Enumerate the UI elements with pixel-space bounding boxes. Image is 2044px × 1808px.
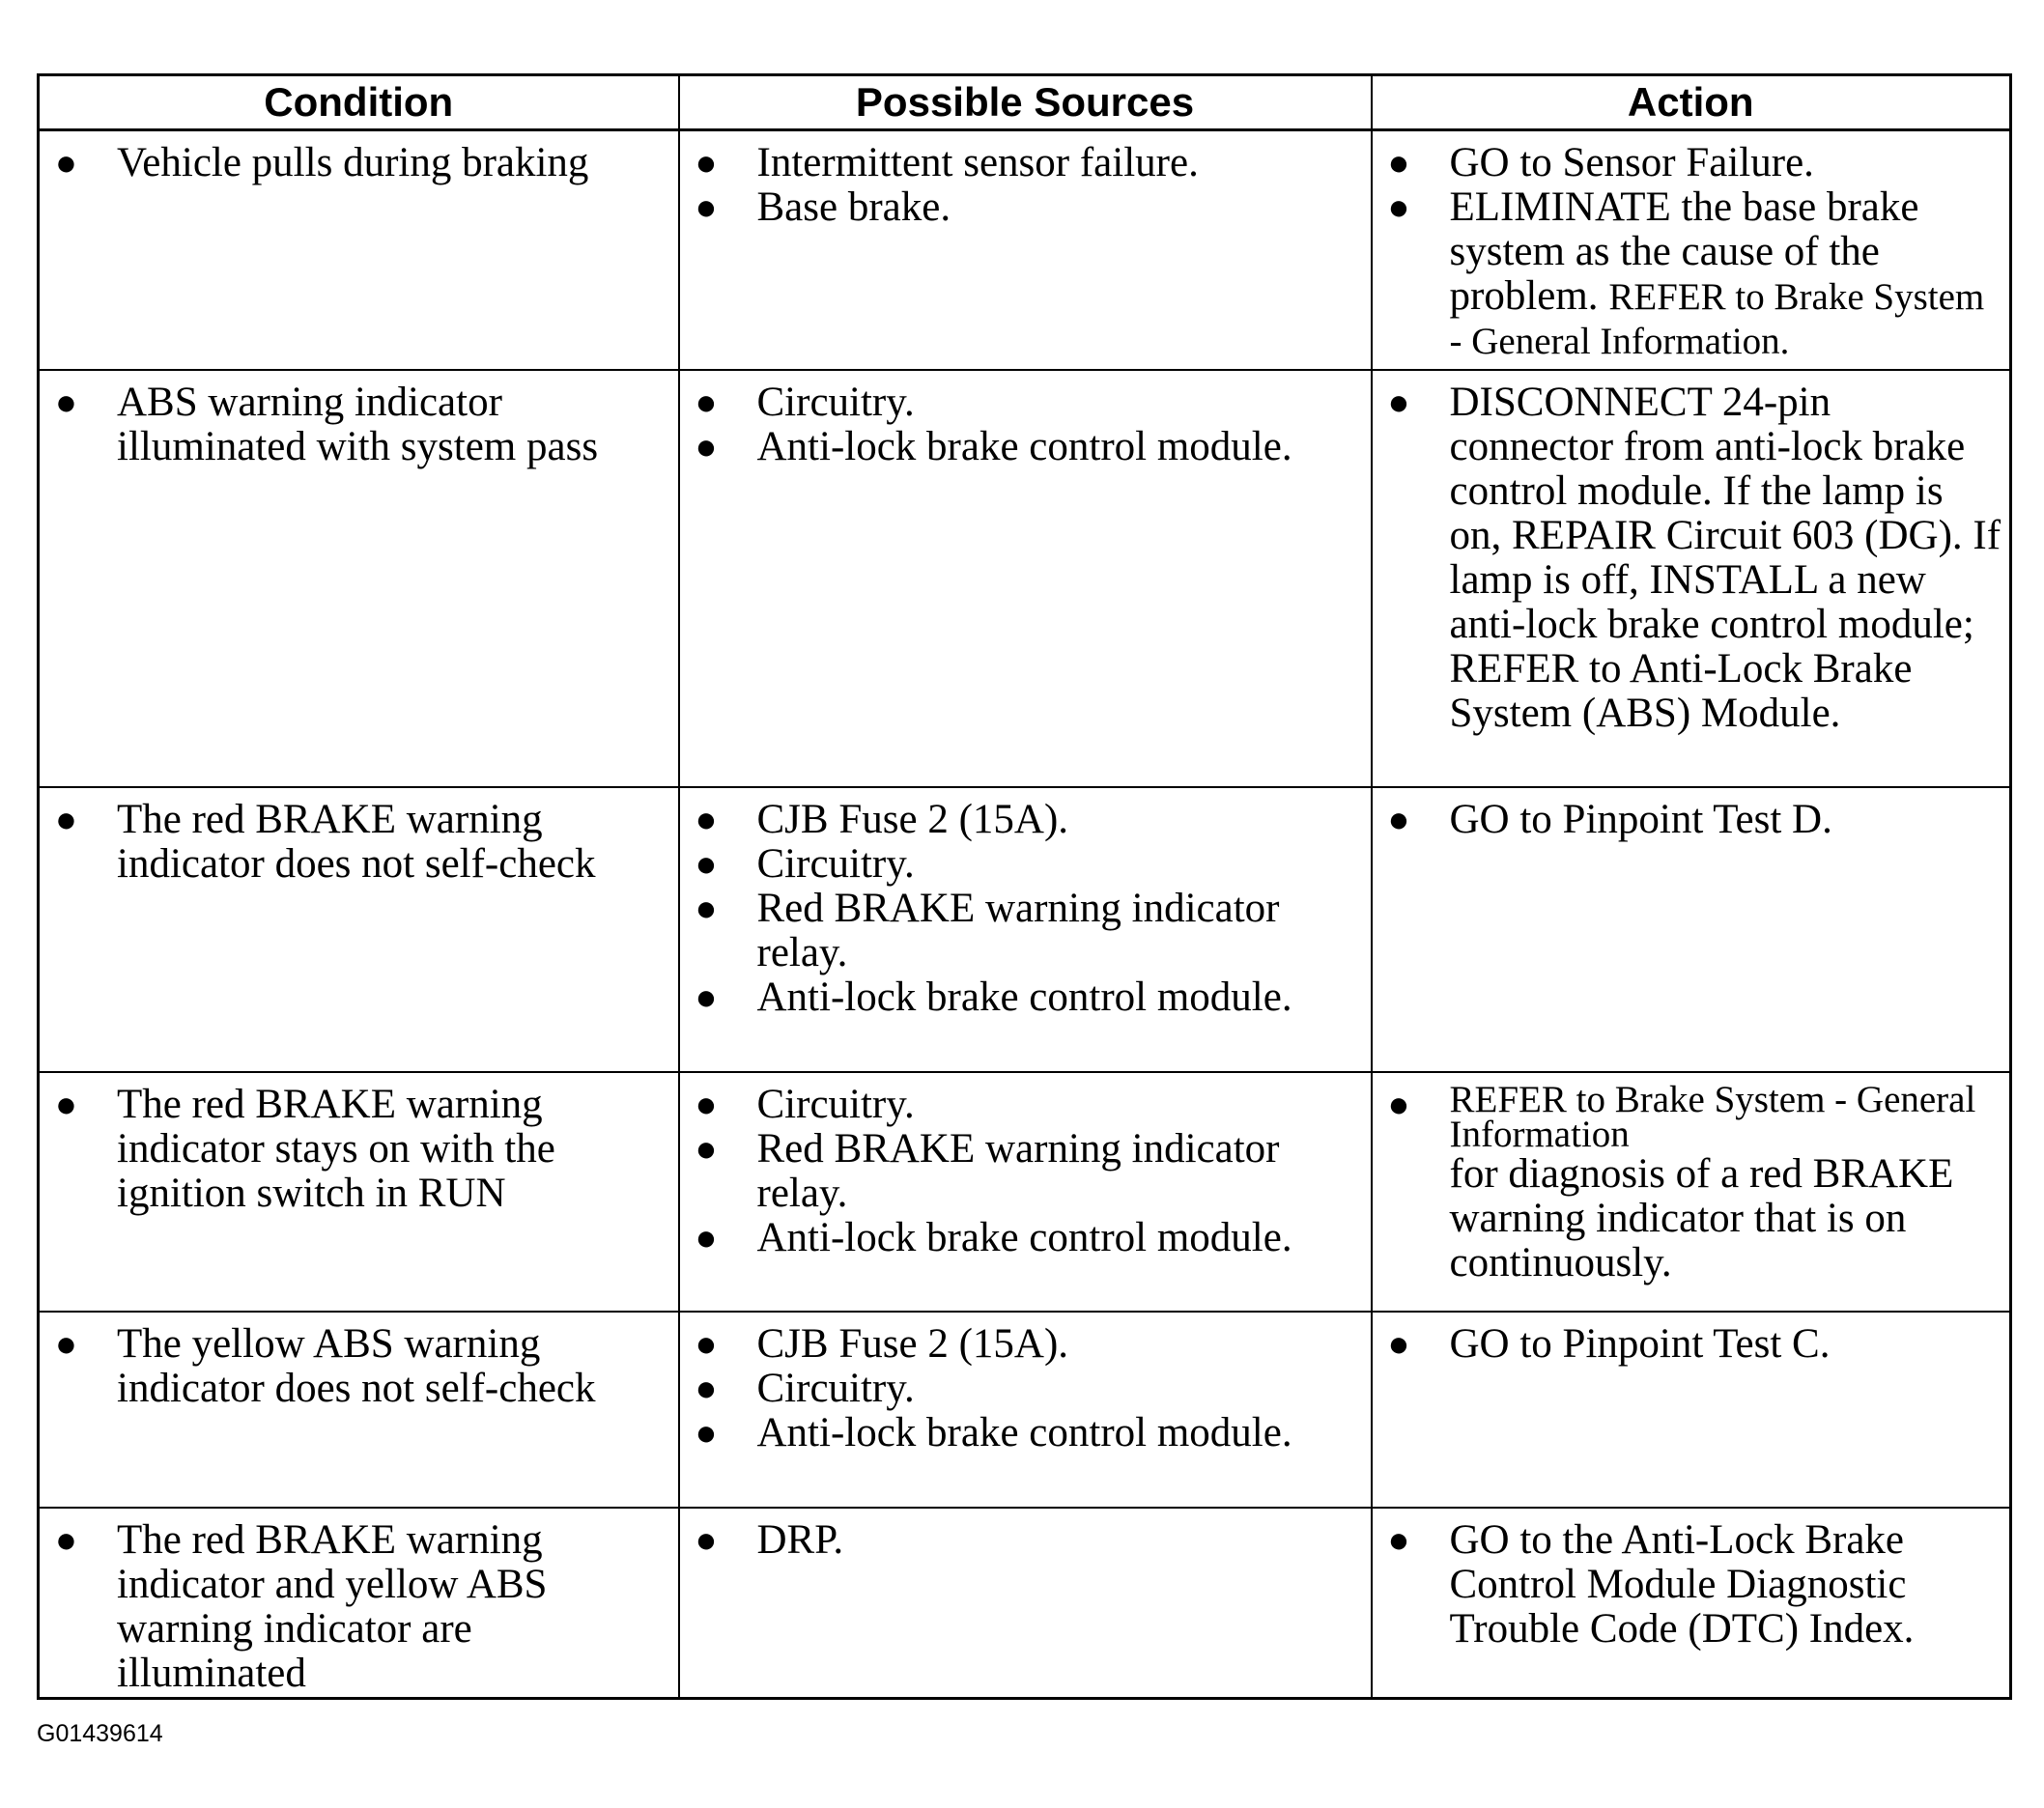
- bullet-icon: ●: [695, 843, 718, 885]
- bullet-icon: ●: [695, 799, 718, 840]
- sources-cell: [679, 787, 1372, 1072]
- list-item: ● The red BRAKE warning indicator and yellow ABS warning indicator are illuminated: [55, 1516, 548, 1696]
- list-item: ● GO to Pinpoint Test D.: [1387, 796, 1832, 842]
- list-item: ● Vehicle pulls during braking: [55, 140, 589, 185]
- list-item: ● Base brake.: [695, 184, 951, 230]
- list-item: ● Intermittent sensor failure.: [695, 140, 1199, 185]
- table-row: [39, 130, 2011, 370]
- header-condition: Condition: [39, 75, 679, 130]
- bullet-icon: ●: [695, 1084, 718, 1125]
- list-item: ● Anti-lock brake control module.: [695, 1409, 1292, 1455]
- bullet-icon: ●: [695, 1519, 718, 1561]
- bullet-icon: ●: [695, 143, 718, 184]
- list-item: ● Red BRAKE warning indicator relay.: [695, 1125, 1280, 1216]
- list-item: ● Circuitry.: [695, 840, 915, 887]
- condition-cell: [39, 370, 679, 787]
- bullet-icon: ●: [695, 426, 718, 467]
- bullet-icon: ●: [55, 1323, 77, 1365]
- bullet-icon: ●: [1387, 187, 1410, 228]
- bullet-icon: ●: [695, 888, 718, 929]
- list-item: ● Red BRAKE warning indicator relay.: [695, 885, 1280, 975]
- action-cell: [1372, 1312, 2011, 1508]
- bullet-icon: ●: [695, 1368, 718, 1409]
- list-item: ● GO to Sensor Failure.: [1387, 140, 1814, 185]
- condition-cell: [39, 1508, 679, 1699]
- action-cell: [1372, 370, 2011, 787]
- bullet-icon: ●: [1387, 1519, 1410, 1561]
- sources-cell: [679, 130, 1372, 370]
- list-item: ● Circuitry.: [695, 1365, 915, 1411]
- list-item: ● GO to Pinpoint Test C.: [1387, 1320, 1831, 1367]
- bullet-icon: ●: [1387, 1323, 1410, 1365]
- condition-cell: [39, 787, 679, 1072]
- bullet-icon: ●: [55, 1519, 77, 1561]
- list-item: ● GO to the Anti-Lock Brake Control Module Diagnostic Trouble Code (DTC) Index.: [1387, 1516, 1915, 1652]
- bullet-icon: ●: [1387, 799, 1410, 840]
- header-possible-sources: Possible Sources: [679, 75, 1372, 130]
- list-item: ● Circuitry.: [695, 379, 915, 425]
- list-item: ● Anti-lock brake control module.: [695, 1214, 1292, 1260]
- bullet-icon: ●: [695, 1412, 718, 1454]
- list-item: ● REFER to Brake System - General Information for diagnosis of a red BRAKE warning indicator that is on continuously.: [1373, 1083, 2002, 1285]
- sources-cell: [679, 1312, 1372, 1508]
- list-item: ● The yellow ABS warning indicator does not self-check: [55, 1320, 596, 1411]
- diagnosis-table: [37, 73, 2012, 1700]
- list-item: ● ABS warning indicator illuminated with system pass: [55, 379, 599, 469]
- sources-cell: [679, 1072, 1372, 1312]
- table-row: [39, 1072, 2011, 1312]
- bullet-icon: ●: [55, 143, 77, 184]
- list-item: ● CJB Fuse 2 (15A).: [695, 1320, 1069, 1367]
- list-item: ● ELIMINATE the base brake system as the cause of the problem. REFER to Brake System - General Information.: [1387, 184, 1985, 362]
- list-item: ● Circuitry.: [695, 1081, 915, 1127]
- list-item: ● The red BRAKE warning indicator does not self-check: [55, 796, 596, 887]
- bullet-icon: ●: [695, 1128, 718, 1170]
- table-row: [39, 370, 2011, 787]
- condition-cell: [39, 1312, 679, 1508]
- reference-note: REFER to Brake System - General Information.: [1449, 276, 1985, 362]
- action-cell: [1372, 130, 2011, 370]
- list-item: ● The red BRAKE warning indicator stays on with the ignition switch in RUN: [55, 1081, 555, 1216]
- figure-id: G01439614: [37, 1720, 163, 1747]
- bullet-icon: ●: [1387, 381, 1410, 423]
- bullet-icon: ●: [695, 1217, 718, 1258]
- bullet-icon: ●: [695, 187, 718, 228]
- reference-note: REFER to Brake System - General Information: [1449, 1078, 1976, 1155]
- bullet-icon: ●: [695, 381, 718, 423]
- bullet-icon: ●: [1387, 143, 1410, 184]
- bullet-icon: ●: [695, 976, 718, 1018]
- sources-cell: [679, 1508, 1372, 1699]
- condition-cell: [39, 1072, 679, 1312]
- table-row: [39, 1508, 2011, 1699]
- action-cell: [1372, 1072, 2011, 1312]
- header-row: [39, 75, 2011, 130]
- action-cell: [1372, 787, 2011, 1072]
- list-item: ● DISCONNECT 24-pin connector from anti-lock brake control module. If the lamp is on, REPAIR Circuit 603 (DG). If lamp is off, INSTALL a new anti-lock brake control module; REFER to Anti-Lock Brake System (ABS) Module.: [1387, 379, 2001, 736]
- header-action: Action: [1372, 75, 2011, 130]
- bullet-icon: ●: [1387, 1084, 1410, 1125]
- table-row: [39, 1312, 2011, 1508]
- list-item: ● Anti-lock brake control module.: [695, 974, 1292, 1020]
- list-item: ● Anti-lock brake control module.: [695, 423, 1292, 469]
- action-cell: [1372, 1508, 2011, 1699]
- condition-cell: [39, 130, 679, 370]
- bullet-icon: ●: [695, 1323, 718, 1365]
- list-item: ● DRP.: [695, 1516, 844, 1563]
- bullet-icon: ●: [55, 1084, 77, 1125]
- sources-cell: [679, 370, 1372, 787]
- table-row: [39, 787, 2011, 1072]
- list-item: ● CJB Fuse 2 (15A).: [695, 796, 1069, 842]
- bullet-icon: ●: [55, 799, 77, 840]
- bullet-icon: ●: [55, 381, 77, 423]
